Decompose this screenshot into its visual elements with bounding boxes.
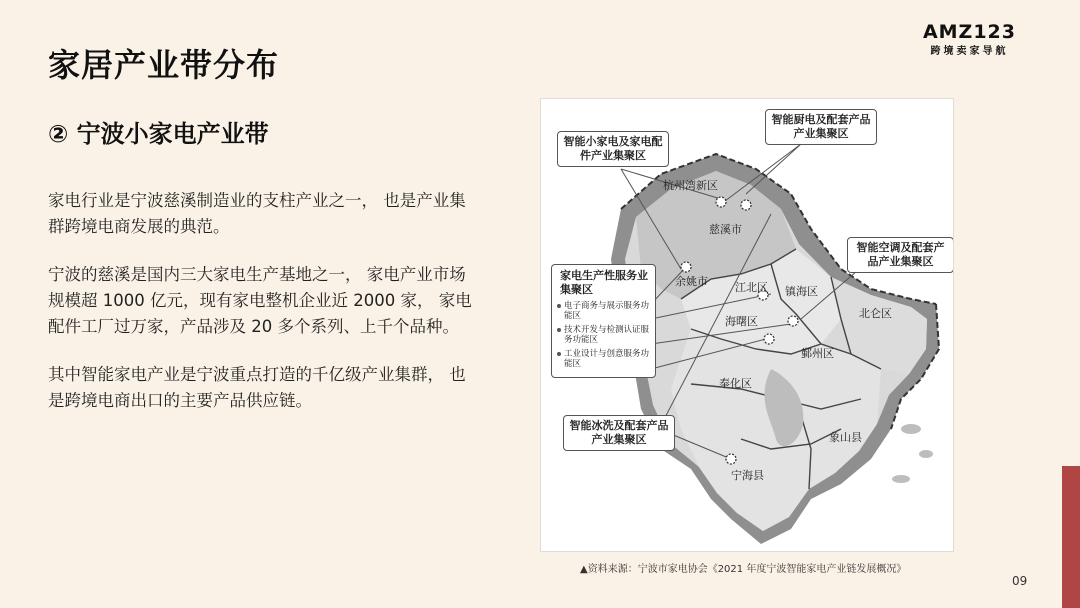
- logo-brand: AMZ123: [922, 21, 1016, 43]
- body-text: [48, 188, 478, 436]
- callout-laundry: 智能冰洗及配套产品产业集聚区: [563, 415, 675, 451]
- place-yinzhou: 鄞州区: [801, 347, 834, 360]
- page-title: 家居产业带分布: [48, 46, 280, 84]
- ningbo-map: [540, 98, 954, 552]
- paragraph-2: 宁波的慈溪是国内三大家电生产基地之一， 家电产业市场规模超 1000 亿元，现有家电整机企业近 2000 家， 家电配件工厂过万家，产品涉及 20 多个系列、上千个品种。: [48, 265, 472, 336]
- amz123-logo[interactable]: [923, 22, 1016, 57]
- service-item-design: 工业设计与创意服务功能区: [556, 349, 651, 369]
- place-fenghua: 奉化区: [719, 377, 752, 390]
- place-hangzhou-bay: 杭州湾新区: [663, 179, 718, 192]
- service-item-testing: 技术开发与检测认证服务功能区: [556, 325, 651, 345]
- logo-tagline: 跨境卖家导航: [930, 46, 1009, 57]
- section-title: ② 宁波小家电产业带: [48, 120, 269, 148]
- place-xiangshan: 象山县: [829, 431, 862, 444]
- place-zhenhai: 镇海区: [785, 285, 818, 298]
- paragraph-3: 其中智能家电产业是宁波重点打造的千亿级产业集群， 也是跨境电商出口的主要产品供应链。: [48, 365, 466, 410]
- callout-kitchen: 智能厨电及配套产品产业集聚区: [765, 109, 877, 145]
- place-yuyao: 余姚市: [675, 275, 708, 288]
- place-beilun: 北仑区: [859, 307, 892, 320]
- side-accent-bar: [1062, 466, 1080, 608]
- callout-aircon: 智能空调及配套产品产业集聚区: [847, 237, 954, 273]
- service-head: 家电生产性服务业集聚区: [560, 269, 648, 296]
- callout-service: [551, 264, 656, 378]
- page-number: 09: [1012, 574, 1028, 588]
- paragraph-1: 家电行业是宁波慈溪制造业的支柱产业之一， 也是产业集群跨境电商发展的典范。: [48, 191, 466, 236]
- place-haishu: 海曙区: [725, 315, 758, 328]
- place-cixi: 慈溪市: [709, 223, 742, 236]
- service-item-ecommerce: 电子商务与展示服务功能区: [556, 301, 651, 321]
- source-note: ▲资料来源：宁波市家电协会《2021 年度宁波智能家电产业链发展概况》: [580, 564, 907, 575]
- place-jiangbei: 江北区: [735, 281, 768, 294]
- callout-small-appliance: 智能小家电及家电配件产业集聚区: [557, 131, 669, 167]
- place-ninghai: 宁海县: [731, 469, 764, 482]
